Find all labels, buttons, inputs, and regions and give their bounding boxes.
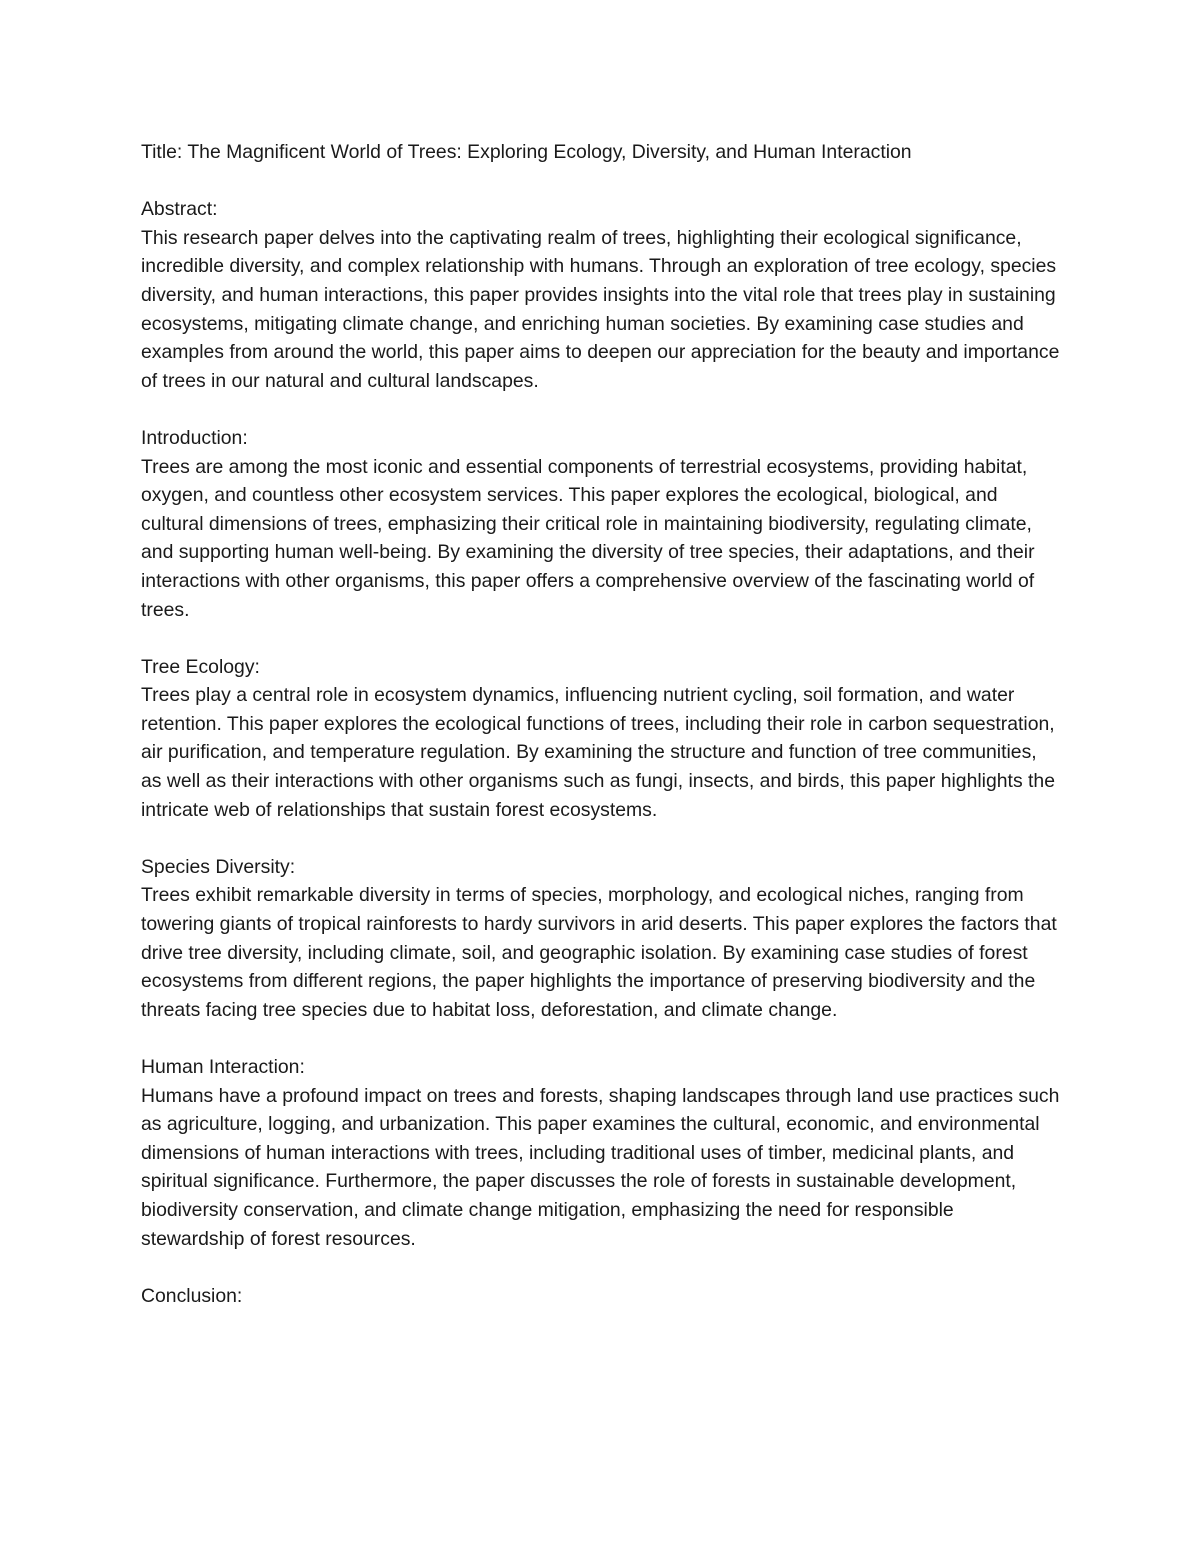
document-title: Title: The Magnificent World of Trees: Exploring Ecology, Diversity, and Human Interaction — [141, 141, 912, 163]
section-body: Trees are among the most iconic and essential components of terrestrial ecosystems, providing habitat, oxygen, and countless other ecosystem services. This paper explores the ecological, biological, and cultural dimensions of trees, emphasizing their critical role in maintaining biodiversity, regulating climate, and supporting human well-being. By examining the diversity of tree species, their adaptations, and their interactions with other organisms, this paper offers a comprehensive overview of the fascinating world of trees. — [141, 455, 1035, 621]
section-body: Humans have a profound impact on trees and forests, shaping landscapes through land use practices such as agriculture, logging, and urbanization. This paper examines the cultural, economic, and environmental dimensions of human interactions with trees, including traditional uses of timber, medicinal plants, and spiritual significance. Furthermore, the paper discusses the role of forests in sustainable development, biodiversity conservation, and climate change mitigation, emphasizing the need for responsible stewardship of forest resources. — [141, 1084, 1060, 1250]
section-heading: Introduction: — [141, 426, 248, 449]
section-heading: Abstract: — [141, 198, 218, 221]
section-introduction — [141, 424, 1061, 624]
section-body: Trees exhibit remarkable diversity in terms of species, morphology, and ecological niches, ranging from towering giants of tropical rainforests to hardy survivors in arid deserts. This paper explores the factors that drive tree diversity, including climate, soil, and geographic isolation. By examining case studies of forest ecosystems from different regions, the paper highlights the importance of preserving biodiversity and the threats facing tree species due to habitat loss, deforestation, and climate change. — [141, 884, 1057, 1021]
document-page — [141, 138, 1061, 1339]
section-body: Trees play a central role in ecosystem dynamics, influencing nutrient cycling, soil formation, and water retention. This paper explores the ecological functions of trees, including their role in carbon sequestration, air purification, and temperature regulation. By examining the structure and function of tree communities, as well as their interactions with other organisms such as fungi, insects, and birds, this paper highlights the intricate web of relationships that sustain forest ecosystems. — [141, 684, 1055, 821]
section-heading: Human Interaction: — [141, 1056, 305, 1078]
section-human-interaction — [141, 1053, 1061, 1253]
section-heading: Tree Ecology: — [141, 655, 260, 678]
section-species-diversity — [141, 853, 1061, 1025]
section-abstract — [141, 195, 1061, 395]
section-heading: Species Diversity: — [141, 855, 296, 878]
section-conclusion — [141, 1282, 1061, 1311]
section-heading: Conclusion: — [141, 1284, 243, 1307]
section-body: This research paper delves into the captivating realm of trees, highlighting their ecological significance, incredible diversity, and complex relationship with humans. Through an exploration of tree ecology, species diversity, and human interactions, this paper provides insights into the vital role that trees play in sustaining ecosystems, mitigating climate change, and enriching human societies. By examining case studies and examples from around the world, this paper aims to deepen our appreciation for the beauty and importance of trees in our natural and cultural landscapes. — [141, 226, 1060, 392]
section-tree-ecology — [141, 653, 1061, 825]
